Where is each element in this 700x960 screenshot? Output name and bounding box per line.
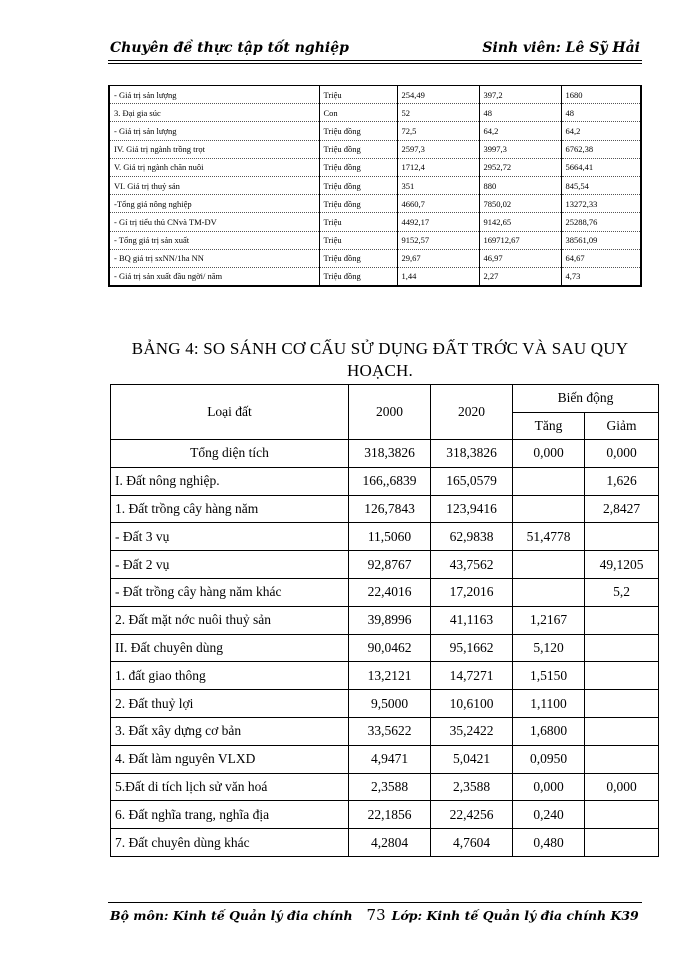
land-value-cell: 5,2: [585, 578, 659, 606]
land-value-cell: 39,8996: [349, 606, 431, 634]
value-table-cell: 2597,3: [397, 140, 479, 158]
value-table-cell: 64,2: [561, 122, 641, 140]
value-table-cell: Triệu đồng: [319, 176, 397, 194]
value-table-cell: 845,54: [561, 176, 641, 194]
land-type-cell: 2. Đất mặt nớc nuôi thuỷ sản: [111, 606, 349, 634]
land-value-cell: 2,8427: [585, 495, 659, 523]
land-use-row: [111, 773, 659, 801]
value-table-row: [109, 213, 641, 231]
land-use-row: [111, 634, 659, 662]
value-table-cell: - Giá trị sản lượng: [109, 122, 319, 140]
header-rule-2: [108, 63, 642, 64]
land-value-cell: 0,000: [585, 440, 659, 468]
land-use-row: [111, 829, 659, 857]
land-type-cell: 4. Đất làm nguyên VLXD: [111, 745, 349, 773]
land-value-cell: 33,5622: [349, 717, 431, 745]
land-use-row: [111, 551, 659, 579]
land-type-cell: 5.Đất di tích lịch sử văn hoá: [111, 773, 349, 801]
value-table-cell: -Tổng giá nông nghiệp: [109, 195, 319, 213]
land-value-cell: [585, 829, 659, 857]
value-table-cell: 64,67: [561, 249, 641, 267]
value-table-cell: - Gí trị tiểu thủ CNvà TM-DV: [109, 213, 319, 231]
value-table-cell: V. Giá trị ngành chăn nuôi: [109, 158, 319, 176]
value-table-row: [109, 267, 641, 286]
land-value-cell: 318,3826: [349, 440, 431, 468]
page-number: 73: [366, 906, 386, 924]
land-value-cell: 35,2422: [431, 717, 513, 745]
land-value-cell: 166,,6839: [349, 467, 431, 495]
header-rule: [108, 60, 642, 61]
land-type-cell: I. Đất nông nghiệp.: [111, 467, 349, 495]
value-table-cell: - Giá trị sản xuất đầu ngời/ năm: [109, 267, 319, 286]
value-table-cell: 46,97: [479, 249, 561, 267]
land-use-row: [111, 495, 659, 523]
footer-rule: [108, 902, 642, 903]
land-use-row: [111, 467, 659, 495]
value-table-cell: - Tổng giá trị sản xuất: [109, 231, 319, 249]
land-use-row: [111, 578, 659, 606]
land-value-cell: 2,3588: [431, 773, 513, 801]
value-table-row: [109, 195, 641, 213]
value-table-row: [109, 122, 641, 140]
value-table-cell: Triệu: [319, 231, 397, 249]
value-table-cell: IV. Giá trị ngành trồng trọt: [109, 140, 319, 158]
value-table: [108, 85, 642, 287]
land-value-cell: [585, 662, 659, 690]
land-value-cell: [513, 495, 585, 523]
value-table-cell: 13272,33: [561, 195, 641, 213]
land-value-cell: 95,1662: [431, 634, 513, 662]
header-change: Biến động: [513, 385, 659, 413]
land-type-cell: - Đất trồng cây hàng năm khác: [111, 578, 349, 606]
value-table-cell: VI. Giá trị thuỷ sản: [109, 176, 319, 194]
land-value-cell: 318,3826: [431, 440, 513, 468]
land-value-cell: 41,1163: [431, 606, 513, 634]
land-value-cell: 51,4778: [513, 523, 585, 551]
land-value-cell: 4,9471: [349, 745, 431, 773]
land-type-cell: 2. Đất thuỷ lợi: [111, 690, 349, 718]
header-right: Sinh viên: Lê Sỹ Hải: [482, 40, 640, 56]
land-use-row: [111, 745, 659, 773]
land-use-row: [111, 717, 659, 745]
land-value-cell: [585, 606, 659, 634]
land-value-cell: [585, 801, 659, 829]
value-table-cell: 48: [561, 104, 641, 122]
land-value-cell: 22,4256: [431, 801, 513, 829]
land-value-cell: 1,6800: [513, 717, 585, 745]
header-decrease: Giảm: [585, 412, 659, 440]
land-value-cell: 0,0950: [513, 745, 585, 773]
value-table-row: [109, 104, 641, 122]
land-value-cell: [585, 634, 659, 662]
value-table-row: [109, 249, 641, 267]
land-type-cell: 3. Đất xây dựng cơ bản: [111, 717, 349, 745]
land-value-cell: 90,0462: [349, 634, 431, 662]
land-value-cell: 17,2016: [431, 578, 513, 606]
value-table-cell: 169712,67: [479, 231, 561, 249]
value-table-cell: 2,27: [479, 267, 561, 286]
land-value-cell: [585, 745, 659, 773]
land-value-cell: 49,1205: [585, 551, 659, 579]
land-value-cell: [513, 551, 585, 579]
value-table-cell: Triệu: [319, 213, 397, 231]
value-table-row: [109, 140, 641, 158]
land-value-cell: [513, 578, 585, 606]
value-table-cell: Con: [319, 104, 397, 122]
land-value-cell: 13,2121: [349, 662, 431, 690]
value-table-cell: Triệu đồng: [319, 122, 397, 140]
land-value-cell: [585, 690, 659, 718]
value-table-cell: 72,5: [397, 122, 479, 140]
value-table-cell: 29,67: [397, 249, 479, 267]
value-table-cell: 38561,09: [561, 231, 641, 249]
value-table-cell: 1,44: [397, 267, 479, 286]
land-type-cell: 7. Đất chuyên dùng khác: [111, 829, 349, 857]
header-2020: 2020: [431, 385, 513, 440]
value-table-cell: - BQ giá trị sxNN/1ha NN: [109, 249, 319, 267]
value-table-row: [109, 158, 641, 176]
land-value-cell: 0,240: [513, 801, 585, 829]
land-value-cell: 2,3588: [349, 773, 431, 801]
value-table-cell: 6762,38: [561, 140, 641, 158]
value-table-cell: 397,2: [479, 86, 561, 104]
value-table-cell: 4492,17: [397, 213, 479, 231]
land-value-cell: 5,0421: [431, 745, 513, 773]
value-table-cell: Triệu đồng: [319, 267, 397, 286]
header-increase: Tăng: [513, 412, 585, 440]
footer-left: Bộ môn: Kinh tế Quản lý đia chính: [110, 908, 353, 923]
land-value-cell: 123,9416: [431, 495, 513, 523]
value-table-cell: 9142,65: [479, 213, 561, 231]
value-table-row: [109, 231, 641, 249]
value-table-row: [109, 86, 641, 104]
land-use-table: [110, 384, 659, 857]
land-value-cell: 4,2804: [349, 829, 431, 857]
value-table-cell: Triệu đồng: [319, 195, 397, 213]
land-value-cell: 1,5150: [513, 662, 585, 690]
land-value-cell: 1,626: [585, 467, 659, 495]
value-table-cell: 25288,76: [561, 213, 641, 231]
land-value-cell: 0,000: [513, 773, 585, 801]
value-table-cell: 2952,72: [479, 158, 561, 176]
value-table-cell: - Giá trị sản lượng: [109, 86, 319, 104]
land-use-row: [111, 690, 659, 718]
value-table-cell: 1680: [561, 86, 641, 104]
land-value-cell: 11,5060: [349, 523, 431, 551]
land-value-cell: 165,0579: [431, 467, 513, 495]
land-value-cell: [585, 523, 659, 551]
value-table-cell: 48: [479, 104, 561, 122]
land-value-cell: 1,1100: [513, 690, 585, 718]
land-value-cell: 92,8767: [349, 551, 431, 579]
land-value-cell: 10,6100: [431, 690, 513, 718]
land-type-cell: Tổng diện tích: [111, 440, 349, 468]
land-value-cell: 0,000: [513, 440, 585, 468]
land-value-cell: 22,1856: [349, 801, 431, 829]
page-footer: [110, 906, 650, 924]
land-use-row: [111, 440, 659, 468]
land-value-cell: 43,7562: [431, 551, 513, 579]
value-table-cell: Triệu đồng: [319, 158, 397, 176]
value-table-cell: 9152,57: [397, 231, 479, 249]
land-type-cell: - Đất 3 vụ: [111, 523, 349, 551]
land-value-cell: [585, 717, 659, 745]
value-table-cell: 7850,02: [479, 195, 561, 213]
land-value-cell: 9,5000: [349, 690, 431, 718]
value-table-cell: 4,73: [561, 267, 641, 286]
page-header: [110, 38, 640, 60]
land-use-row: [111, 801, 659, 829]
land-type-cell: 1. đất giao thông: [111, 662, 349, 690]
land-type-cell: II. Đất chuyên dùng: [111, 634, 349, 662]
land-value-cell: 5,120: [513, 634, 585, 662]
value-table-cell: 3997,3: [479, 140, 561, 158]
land-value-cell: 14,7271: [431, 662, 513, 690]
header-left: Chuyên đề thực tập tốt nghiệp: [110, 40, 349, 56]
land-value-cell: 4,7604: [431, 829, 513, 857]
value-table-cell: 52: [397, 104, 479, 122]
land-use-row: [111, 523, 659, 551]
land-value-cell: 0,000: [585, 773, 659, 801]
value-table-cell: 5664,41: [561, 158, 641, 176]
table-title-line2: HOẠCH.: [347, 361, 413, 380]
land-value-cell: 0,480: [513, 829, 585, 857]
value-table-cell: 4660,7: [397, 195, 479, 213]
value-table-cell: Triệu: [319, 86, 397, 104]
value-table-row: [109, 176, 641, 194]
header-2000: 2000: [349, 385, 431, 440]
land-type-cell: 1. Đất trồng cây hàng năm: [111, 495, 349, 523]
land-value-cell: 22,4016: [349, 578, 431, 606]
value-table-cell: 1712,4: [397, 158, 479, 176]
land-type-cell: - Đất 2 vụ: [111, 551, 349, 579]
value-table-cell: 351: [397, 176, 479, 194]
value-table-cell: 64,2: [479, 122, 561, 140]
land-value-cell: 1,2167: [513, 606, 585, 634]
table-title: [100, 338, 660, 382]
value-table-cell: Triệu đồng: [319, 249, 397, 267]
land-use-row: [111, 662, 659, 690]
land-value-cell: [513, 467, 585, 495]
land-value-cell: 126,7843: [349, 495, 431, 523]
land-value-cell: 62,9838: [431, 523, 513, 551]
table-title-line1: BẢNG 4: SO SÁNH CƠ CẤU SỬ DỤNG ĐẤT TRỚC VÀ SAU QUY: [131, 339, 629, 358]
land-type-cell: 6. Đất nghĩa trang, nghĩa địa: [111, 801, 349, 829]
land-use-row: [111, 606, 659, 634]
value-table-cell: Triệu đồng: [319, 140, 397, 158]
value-table-cell: 3. Đại gia súc: [109, 104, 319, 122]
footer-right: Lớp: Kinh tế Quản lý đia chính K39: [391, 908, 639, 923]
header-land-type: Loại đất: [111, 385, 349, 440]
value-table-cell: 880: [479, 176, 561, 194]
value-table-cell: 254,49: [397, 86, 479, 104]
